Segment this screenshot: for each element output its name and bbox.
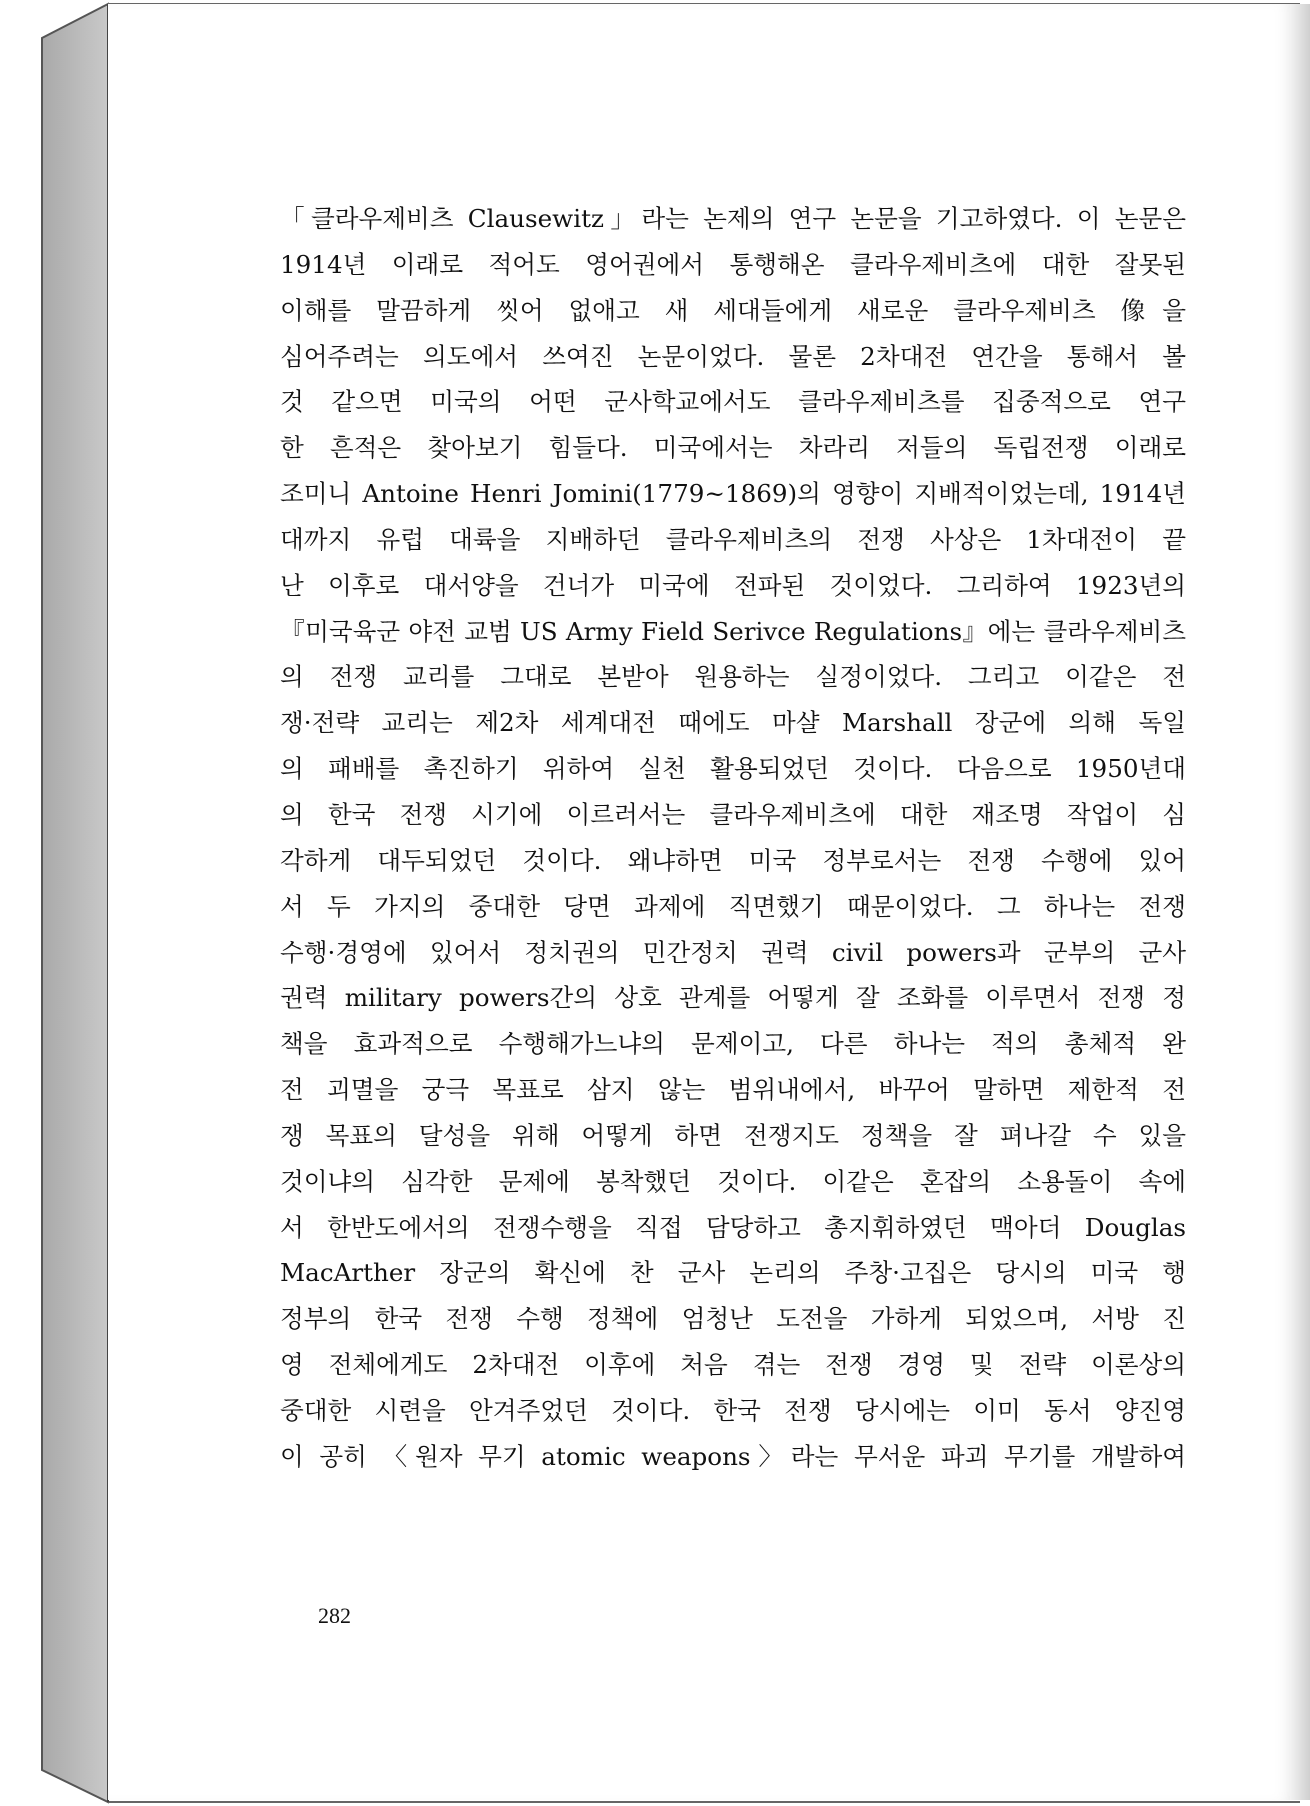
text-line: 쟁 목표의 달성을 위해 어떻게 하면 전쟁지도 정책을 잘 펴나갈 수 있을 <box>280 1120 1186 1150</box>
text-line: 『미국육군 야전 교범 US Army Field Serivce Regulations』에는 클라우제비츠 <box>280 616 1186 646</box>
text-line: 각하게 대두되었던 것이다. 왜냐하면 미국 정부로서는 전쟁 수행에 있어 <box>280 845 1186 875</box>
text-line: 「클라우제비츠 Clausewitz」라는 논제의 연구 논문을 기고하였다. 이 논문은 <box>280 204 1186 233</box>
text-line: 의 한국 전쟁 시기에 이르러서는 클라우제비츠에 대한 재조명 작업이 심 <box>280 799 1186 829</box>
text-line: 1914년 이래로 적어도 영어권에서 통행해온 클라우제비츠에 대한 잘못된 <box>280 249 1186 279</box>
text-line: 이해를 말끔하게 씻어 없애고 새 세대들에게 새로운 클라우제비츠 像을 <box>280 295 1186 325</box>
text-line: 의 패배를 촉진하기 위하여 실천 활용되었던 것이다. 다음으로 1950년대 <box>280 754 1186 784</box>
text-line: 난 이후로 대서양을 건너가 미국에 전파된 것이었다. 그리하여 1923년의 <box>280 570 1186 600</box>
text-line: 서 한반도에서의 전쟁수행을 직접 담당하고 총지휘하였던 맥아더 Douglas <box>280 1212 1186 1242</box>
text-line: 조미니 Antoine Henri Jomini(1779~1869)의 영향이 지배적이었는데, 1914년 <box>280 479 1186 509</box>
text-line: 중대한 시련을 안겨주었던 것이다. 한국 전쟁 당시에는 이미 동서 양진영 <box>280 1395 1186 1425</box>
text-line: 전 괴멸을 궁극 목표로 삼지 않는 범위내에서, 바꾸어 말하면 제한적 전 <box>280 1075 1186 1105</box>
text-line: 것이냐의 심각한 문제에 봉착했던 것이다. 이같은 혼잡의 소용돌이 속에 <box>280 1166 1186 1196</box>
text-line: MacArther 장군의 확신에 찬 군사 논리의 주창·고집은 당시의 미국 행 <box>280 1258 1186 1288</box>
text-line: 권력 military powers간의 상호 관계를 어떻게 잘 조화를 이루면서 전쟁 정 <box>280 983 1186 1013</box>
body-text <box>280 196 1186 1480</box>
text-line: 대까지 유럽 대륙을 지배하던 클라우제비츠의 전쟁 사상은 1차대전이 끝 <box>280 524 1186 554</box>
page-edge-shadow <box>1290 4 1310 1800</box>
text-line: 정부의 한국 전쟁 수행 정책에 엄청난 도전을 가하게 되었으며, 서방 진 <box>280 1304 1186 1334</box>
text-line: 것 같으면 미국의 어떤 군사학교에서도 클라우제비츠를 집중적으로 연구 <box>280 387 1186 417</box>
text-line: 의 전쟁 교리를 그대로 본받아 원용하는 실정이었다. 그리고 이같은 전 <box>280 662 1186 692</box>
text-line: 서 두 가지의 중대한 당면 과제에 직면했기 때문이었다. 그 하나는 전쟁 <box>280 891 1186 921</box>
text-line: 쟁·전략 교리는 제2차 세계대전 때에도 마샬 Marshall 장군에 의해 독일 <box>280 708 1186 738</box>
text-line: 영 전체에게도 2차대전 이후에 처음 겪는 전쟁 경영 및 전략 이론상의 <box>280 1350 1186 1380</box>
page-number: 282 <box>318 1603 351 1628</box>
text-line: 책을 효과적으로 수행해가느냐의 문제이고, 다른 하나는 적의 총체적 완 <box>280 1029 1186 1059</box>
text-line: 이 공히 〈원자 무기 atomic weapons〉라는 무서운 파괴 무기를 개발하여 <box>280 1441 1186 1471</box>
text-line: 심어주려는 의도에서 쓰여진 논문이었다. 물론 2차대전 연간을 통해서 볼 <box>280 341 1186 371</box>
text-line: 한 흔적은 찾아보기 힘들다. 미국에서는 차라리 저들의 독립전쟁 이래로 <box>280 433 1186 463</box>
text-line: 수행·경영에 있어서 정치권의 민간정치 권력 civil powers과 군부의 군사 <box>280 937 1186 967</box>
